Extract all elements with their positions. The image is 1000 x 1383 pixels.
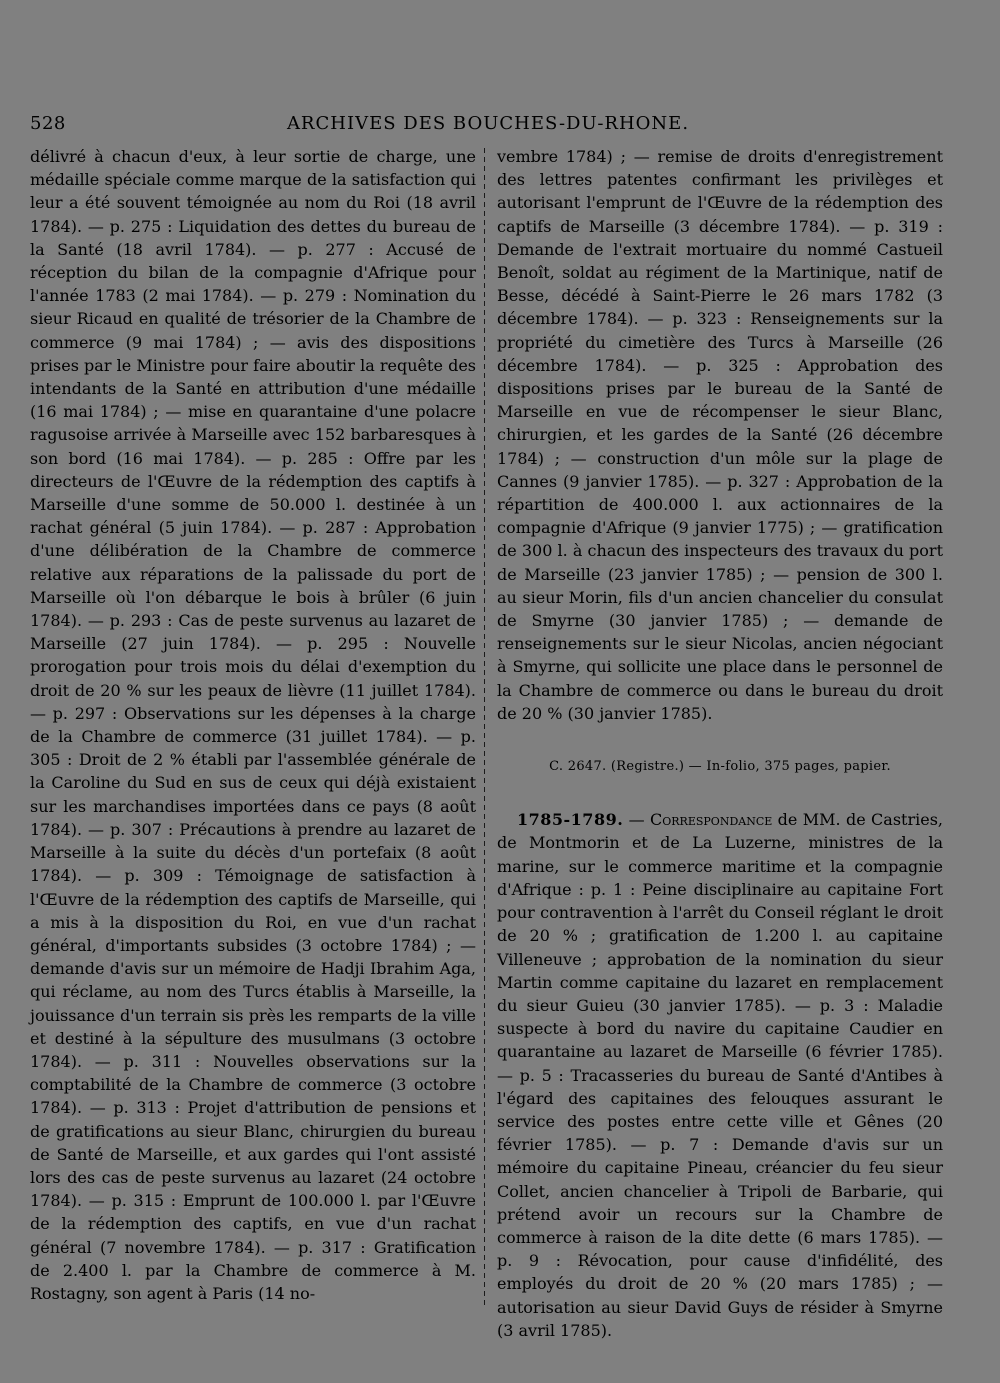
left-column [30, 145, 476, 1305]
entry-date-range: 1785-1789. [517, 810, 624, 830]
entry-text: de MM. de Castries, de Montmorin et de La Luzerne, ministres de la marine, sur le commerce maritime et la compagnie d'Afrique : p. 1 : Peine disciplinaire au capitaine Fort pour contravention à l'arrêt du Conseil réglant le droit de 20 % ; gratification de 1.200 l. au capitaine Villeneuve ; approbation de la nomination du sieur Martin comme capitaine du lazaret en remplacement du sieur Guieu (30 janvier 1785). — p. 3 : Maladie suspecte à bord du navire du capitaine Caudier en quarantaine au lazaret de Marseille (6 février 1785). — p. 5 : Tracasseries du bureau de Santé d'Antibes à l'égard des capitaines des felouques assurant le service des postes entre cette ville et Gênes (20 février 1785). — p. 7 : Demande d'avis sur un mémoire du capitaine Pineau, créancier du feu sieur Collet, ancien chancelier à Tripoli de Barbarie, qui prétend avoir un recours sur la Chambre de commerce à raison de la dite dette (6 mars 1785). — p. 9 : Révocation, pour cause d'infidélité, des employés du droit de 20 % (20 mars 1785) ; — autorisation au sieur David Guys de résider à Smyrne (3 avril 1785). [497, 810, 943, 1340]
page-header [30, 113, 946, 143]
record-header: C. 2647. (Registre.) — In-folio, 375 pages, papier. [549, 759, 891, 775]
left-column-text: délivré à chacun d'eux, à leur sortie de charge, une médaille spéciale comme marque de la satisfaction qui leur a été souvent témoignée au nom du Roi (18 avril 1784). — p. 275 : Liquidation des dettes du bureau de la Santé (18 avril 1784). — p. 277 : Accusé de réception du bilan de la compagnie d'Afrique pour l'année 1783 (2 mai 1784). — p. 279 : Nomination du sieur Ricaud en qualité de trésorier de la Chambre de commerce (9 mai 1784) ; — avis des dispositions prises par le Ministre pour faire aboutir la requête des intendants de la Santé en attribution d'une médaille (16 mai 1784) ; — mise en quarantaine d'une polacre ragusoise arrivée à Marseille avec 152 barbaresques à son bord (16 mai 1784). — p. 285 : Offre par les directeurs de l'Œuvre de la rédemption des captifs à Marseille d'une somme de 50.000 l. destinée à un rachat général (5 juin 1784). — p. 287 : Approbation d'une délibération de la Chambre de commerce relative aux réparations de la palissade du port de Marseille où l'on débarque le bois à brûler (6 juin 1784). — p. 293 : Cas de peste survenus au lazaret de Marseille (27 juin 1784). — p. 295 : Nouvelle prorogation pour trois mois du délai d'exemption du droit de 20 % sur les peaux de lièvre (11 juillet 1784). — p. 297 : Observations sur les dépenses à la charge de la Chambre de commerce (31 juillet 1784). — p. 305 : Droit de 2 % établi par l'assemblée générale de la Caroline du Sud en sus de ceux qui déjà existaient sur les marchandises importées dans ce pays (8 août 1784). — p. 307 : Précautions à prendre au lazaret de Marseille à la suite du décès d'un portefaix (8 août 1784). — p. 309 : Témoignage de satisfaction à l'Œuvre de la rédemption des captifs de Marseille, qui a mis à la disposition du Roi, en vue d'un rachat général, d'importants subsides (3 octobre 1784) ; — demande d'avis sur un mémoire de Hadji Ibrahim Aga, qui réclame, au nom des Turcs établis à Marseille, la jouissance d'un terrain sis près les remparts de la ville et destiné à la sépulture des musulmans (3 octobre 1784). — p. 311 : Nouvelles observations sur la comptabilité de la Chambre de commerce (3 octobre 1784). — p. 313 : Projet d'attribution de pensions et de gratifications au sieur Blanc, chirurgien du bureau de Santé de Marseille, et aux gardes qui l'ont assisté lors des cas de peste survenus au lazaret (24 octobre 1784). — p. 315 : Emprunt de 100.000 l. par l'Œuvre de la rédemption des captifs, en vue d'un rachat général (7 novembre 1784). — p. 317 : Gratification de 2.400 l. par la Chambre de commerce à M. Rostagny, son agent à Paris (14 no- [30, 147, 476, 1303]
correspondence-entry: 1785-1789. — Correspondance de MM. de Castries, de Montmorin et de La Luzerne, ministres de la marine, sur le commerce maritime et la compagnie d'Afrique : p. 1 : Peine disciplinaire au capitaine Fort pour contravention à l'arrêt du Conseil réglant le droit de 20 % ; gratification de 1.200 l. au capitaine Villeneuve ; approbation de la nomination du sieur Martin comme capitaine du lazaret en remplacement du sieur Guieu (30 janvier 1785). — p. 3 : Maladie suspecte à bord du navire du capitaine Caudier en quarantaine au lazaret de Marseille (6 février 1785). — p. 5 : Tracasseries du bureau de Santé d'Antibes à l'égard des capitaines des felouques assurant le service des postes entre cette ville et Gênes (20 février 1785). — p. 7 : Demande d'avis sur un mémoire du capitaine Pineau, créancier du feu sieur Collet, ancien chancelier à Tripoli de Barbarie, qui prétend avoir un recours sur la Chambre de commerce à raison de la dite dette (6 mars 1785). — p. 9 : Révocation, pour cause d'infidélité, des employés du droit de 20 % (20 mars 1785) ; — autorisation au sieur David Guys de résider à Smyrne (3 avril 1785). [497, 810, 943, 1340]
entry-label: Correspondance [650, 810, 773, 830]
running-title: ARCHIVES DES BOUCHES-DU-RHONE. [286, 113, 690, 134]
right-column-text: vembre 1784) ; — remise de droits d'enregistrement des lettres patentes confirmant les privilèges et autorisant l'emprunt de l'Œuvre de la rédemption des captifs de Marseille (3 décembre 1784). — p. 319 : Demande de l'extrait mortuaire du nommé Castueil Benoît, soldat au régiment de la Martinique, natif de Besse, décédé à Saint-Pierre le 26 mars 1782 (3 décembre 1784). — p. 323 : Renseignements sur la propriété du cimetière des Turcs à Marseille (26 décembre 1784). — p. 325 : Approbation des dispositions prises par le bureau de la Santé de Marseille en vue de récompenser le sieur Blanc, chirurgien, et les gardes de la Santé (26 décembre 1784) ; — construction d'un môle sur la plage de Cannes (9 janvier 1785). — p. 327 : Approbation de la répartition de 400.000 l. aux actionnaires de la compagnie d'Afrique (9 janvier 1775) ; — gratification de 300 l. à chacun des inspecteurs des travaux du port de Marseille (23 janvier 1785) ; — pension de 300 l. au sieur Morin, fils d'un ancien chancelier du consulat de Smyrne (30 janvier 1785) ; — demande de renseignements sur le sieur Nicolas, ancien négociant à Smyrne, qui sollicite une place dans le personnel de la Chambre de commerce ou dans le bureau du droit de 20 % (30 janvier 1785). [497, 147, 943, 723]
column-divider [484, 148, 485, 1308]
page-number: 528 [30, 113, 66, 134]
right-column [497, 145, 943, 1342]
